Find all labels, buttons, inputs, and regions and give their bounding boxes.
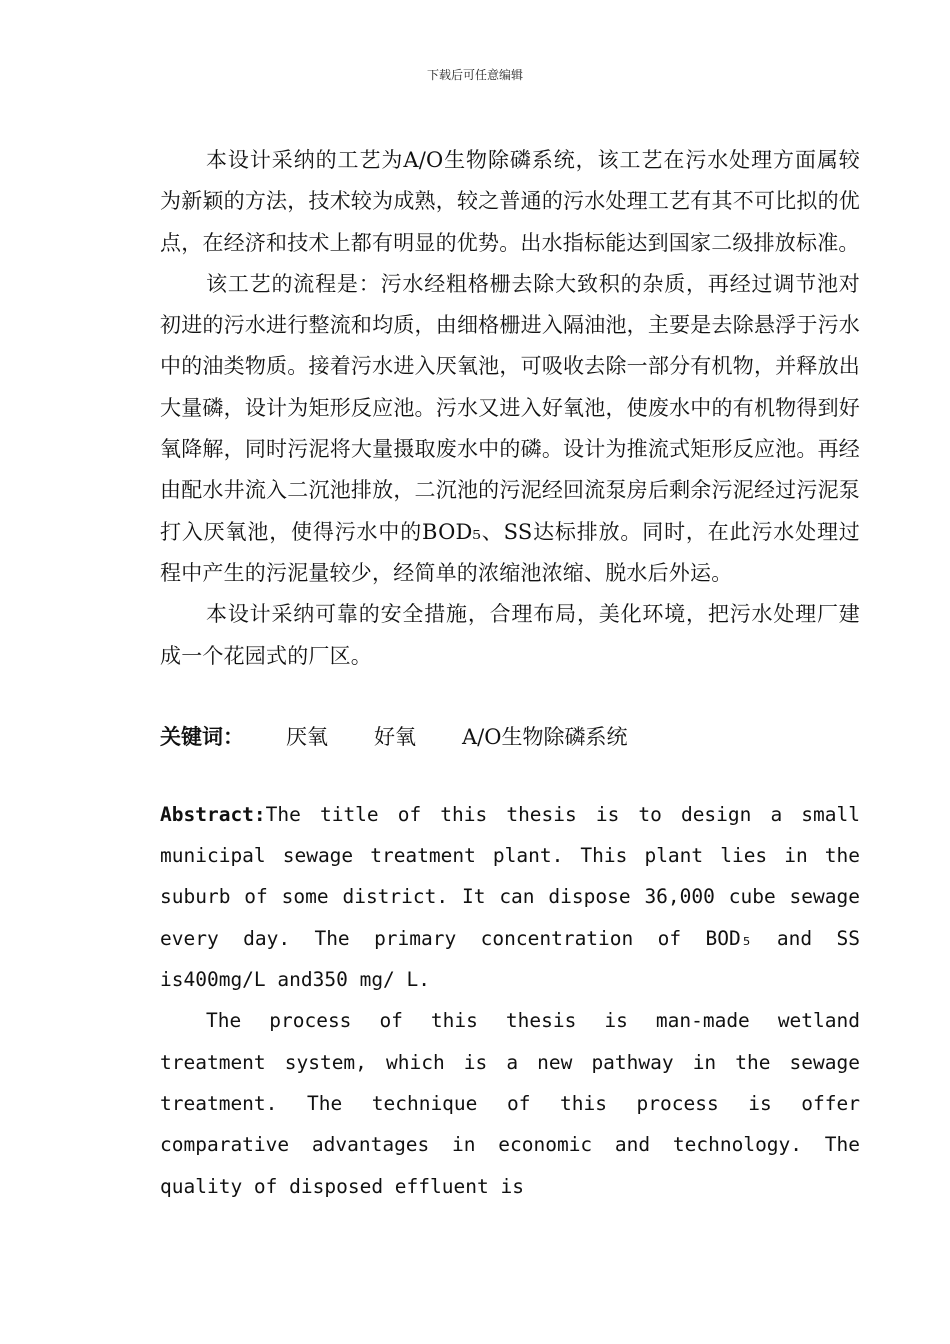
page-header-note: 下载后可任意编辑 bbox=[426, 68, 523, 82]
cn-paragraph-1: 本设计采纳的工艺为A/O生物除磷系统，该工艺在污水处理方面属较为新颖的方法，技术较为成熟，较之普通的污水处理工艺有其不可比拟的优点，在经济和技术上都有明显的优势。出水指标能达到国家二级排放标准。 bbox=[160, 148, 860, 255]
keywords-label: 关键词： bbox=[160, 724, 244, 749]
cn-paragraph-3: 本设计采纳可靠的安全措施，合理布局，美化环境，把污水处理厂建成一个花园式的厂区。 bbox=[160, 602, 860, 668]
keyword-item: A/O生物除磷系统 bbox=[462, 724, 628, 749]
document-body bbox=[160, 140, 860, 1207]
abstract-section bbox=[160, 794, 860, 1207]
keyword-item: 好氧 bbox=[374, 724, 416, 749]
cn-paragraph-2: 该工艺的流程是：污水经粗格栅去除大致积的杂质，再经过调节池对初进的污水进行整流和均质，由细格栅进入隔油池，主要是去除悬浮于污水中的油类物质。接着污水进入厌氧池，可吸收去除一部分有机物，并释放出大量磷，设计为矩形反应池。污水又进入好氧池，使废水中的有机物得到好氧降解，同时污泥将大量摄取废水中的磷。设计为推流式矩形反应池。再经由配水井流入二沉池排放，二沉池的污泥经回流泵房后剩余污泥经过污泥泵打入厌氧池，使得污水中的BOD₅、SS达标排放。同时，在此污水处理过程中产生的污泥量较少，经简单的浓缩池浓缩、脱水后外运。 bbox=[160, 271, 860, 585]
abstract-text-1: The title of this thesis is to design a small municipal sewage treatment plant. This plant lies in the suburb of some district. It can dispose 36,000 cube sewage every day. The primary concentration of BOD₅ and SS is400mg/L and350 mg/ L. bbox=[160, 802, 860, 992]
abstract-paragraph-2: The process of this thesis is man-made wetland treatment system, which is a new pathway in the sewage treatment. The technique of this process is offer comparative advantages in economic and technology. The quality of disposed effluent is bbox=[160, 1009, 860, 1198]
keyword-item: 厌氧 bbox=[286, 724, 328, 749]
abstract-paragraph-1 bbox=[160, 794, 860, 1000]
keywords-line bbox=[160, 717, 860, 758]
abstract-label: Abstract: bbox=[160, 802, 266, 826]
